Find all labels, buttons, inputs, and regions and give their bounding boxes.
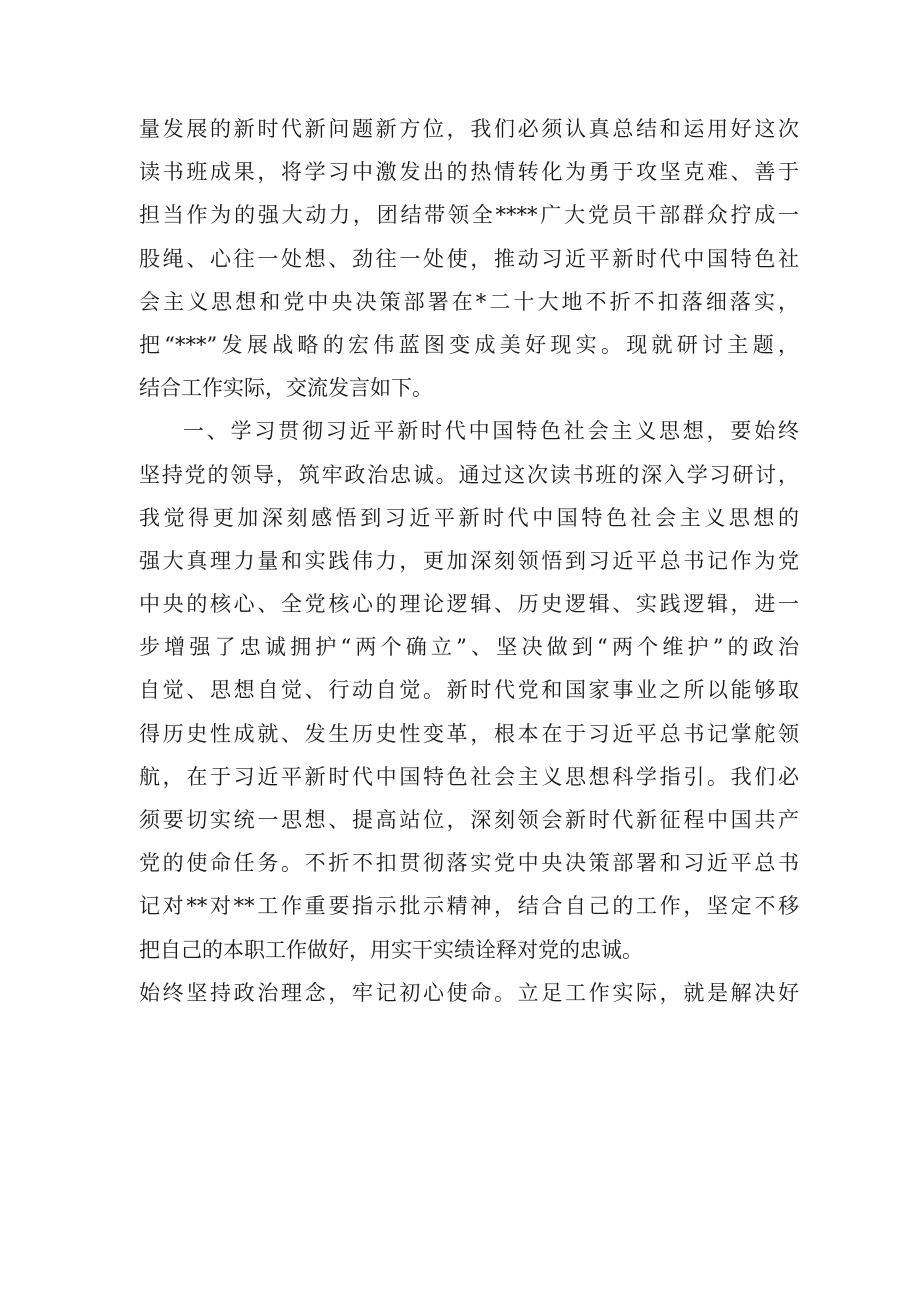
paragraph-two bbox=[139, 972, 799, 1015]
text-line: 党的使命任务。不折不扣贯彻落实党中央决策部署和习近平总书 bbox=[139, 851, 799, 876]
text-line: 把“***”发展战略的宏伟蓝图变成美好现实。现就研讨主题， bbox=[139, 332, 799, 357]
text-line: 量发展的新时代新问题新方位，我们必须认真总结和运用好这次 bbox=[139, 117, 799, 141]
text-line: 会主义思想和党中央决策部署在*二十大地不折不扣落细落实， bbox=[139, 289, 799, 314]
text-line: 把自己的本职工作做好，用实干实绩诠释对党的忠诚。 bbox=[139, 937, 643, 962]
text-line: 得历史性成就、发生历史性变革，根本在于习近平总书记掌舵领 bbox=[139, 721, 799, 746]
document-body bbox=[139, 108, 799, 1015]
text-line: 担当作为的强大动力，团结带领全****广大党员干部群众拧成一 bbox=[139, 203, 799, 228]
text-line: 股绳、心往一处想、劲往一处使，推动习近平新时代中国特色社 bbox=[139, 246, 799, 271]
paragraph-intro bbox=[139, 108, 799, 410]
text-line: 自觉、思想自觉、行动自觉。新时代党和国家事业之所以能够取 bbox=[139, 678, 799, 703]
text-line: 读书班成果，将学习中激发出的热情转化为勇于攻坚克难、善于 bbox=[139, 160, 799, 185]
text-line: 坚持党的领导，筑牢政治忠诚。通过这次读书班的深入学习研讨， bbox=[139, 462, 799, 487]
text-line: 结合工作实际，交流发言如下。 bbox=[139, 376, 433, 401]
text-line: 记对**对**工作重要指示批示精神，结合自己的工作，坚定不移 bbox=[139, 894, 799, 919]
text-line: 中央的核心、全党核心的理论逻辑、历史逻辑、实践逻辑，进一 bbox=[139, 592, 799, 617]
paragraph-one bbox=[139, 410, 799, 971]
text-line: 须要切实统一思想、提高站位，深刻领会新时代新征程中国共产 bbox=[139, 808, 799, 832]
section-heading-line: 一、学习贯彻习近平新时代中国特色社会主义思想，要始终 bbox=[183, 419, 799, 444]
text-line: 始终坚持政治理念，牢记初心使命。立足工作实际，就是解决好 bbox=[139, 980, 799, 1005]
text-line: 我觉得更加深刻感悟到习近平新时代中国特色社会主义思想的 bbox=[139, 505, 799, 530]
text-line: 航，在于习近平新时代中国特色社会主义思想科学指引。我们必 bbox=[139, 764, 799, 789]
text-line: 步增强了忠诚拥护“两个确立”、坚决做到“两个维护”的政治 bbox=[139, 635, 799, 660]
text-line: 强大真理力量和实践伟力，更加深刻领悟到习近平总书记作为党 bbox=[139, 548, 799, 573]
